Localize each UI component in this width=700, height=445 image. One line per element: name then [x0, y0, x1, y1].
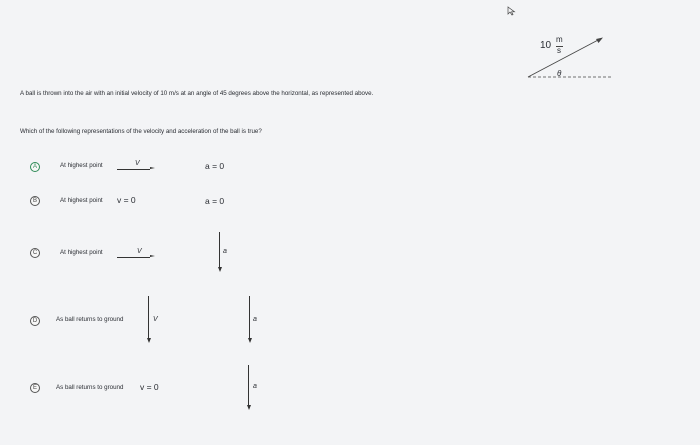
speed-value: 10 [540, 40, 552, 51]
option-radio-b[interactable]: B [30, 196, 40, 206]
arrow-down-icon [248, 338, 252, 343]
option-a-text: At highest point [60, 162, 103, 169]
angle-label: θ [557, 69, 562, 78]
arrow-down-icon [247, 405, 251, 410]
arrow-right-icon [150, 255, 155, 257]
acceleration-label: a [253, 316, 257, 323]
acceleration-arrow-line [248, 365, 249, 405]
velocity-arrow-line [117, 257, 150, 258]
arrow-down-icon [218, 267, 222, 272]
option-d-text: As ball returns to ground [56, 316, 124, 323]
velocity-equation: v = 0 [140, 382, 159, 392]
velocity-vector-label: V [135, 160, 140, 167]
arrow-down-icon [147, 338, 151, 343]
option-e-text: As ball returns to ground [56, 384, 124, 391]
acceleration-label: a = 0 [205, 196, 225, 206]
arrow-right-icon [150, 167, 155, 169]
cursor-icon [507, 6, 516, 16]
acceleration-label: a [223, 248, 227, 255]
speed-label [540, 36, 570, 58]
velocity-vector-label: V [153, 316, 158, 323]
option-radio-a[interactable]: A [30, 162, 40, 172]
velocity-arrow-line [148, 296, 149, 338]
velocity-vector-label: V [137, 248, 142, 255]
problem-statement: A ball is thrown into the air with an initial velocity of 10 m/s at an angle of 45 degrees above the horizontal, as represented above. [20, 90, 374, 97]
unit-denominator: s [557, 46, 561, 55]
option-radio-e[interactable]: E [30, 383, 40, 393]
question-prompt: Which of the following representations of the velocity and acceleration of the ball is true? [20, 128, 262, 135]
option-b-text: At highest point [60, 197, 103, 204]
option-radio-c[interactable]: C [30, 248, 40, 258]
option-radio-d[interactable]: D [30, 316, 40, 326]
unit-numerator: m [556, 35, 563, 44]
acceleration-label: a [253, 383, 257, 390]
velocity-equation: v = 0 [117, 195, 136, 205]
acceleration-arrow-line [249, 296, 250, 338]
option-c-text: At highest point [60, 249, 103, 256]
acceleration-arrow-line [219, 232, 220, 268]
velocity-arrow-line [117, 169, 150, 170]
acceleration-label: a = 0 [205, 161, 225, 171]
